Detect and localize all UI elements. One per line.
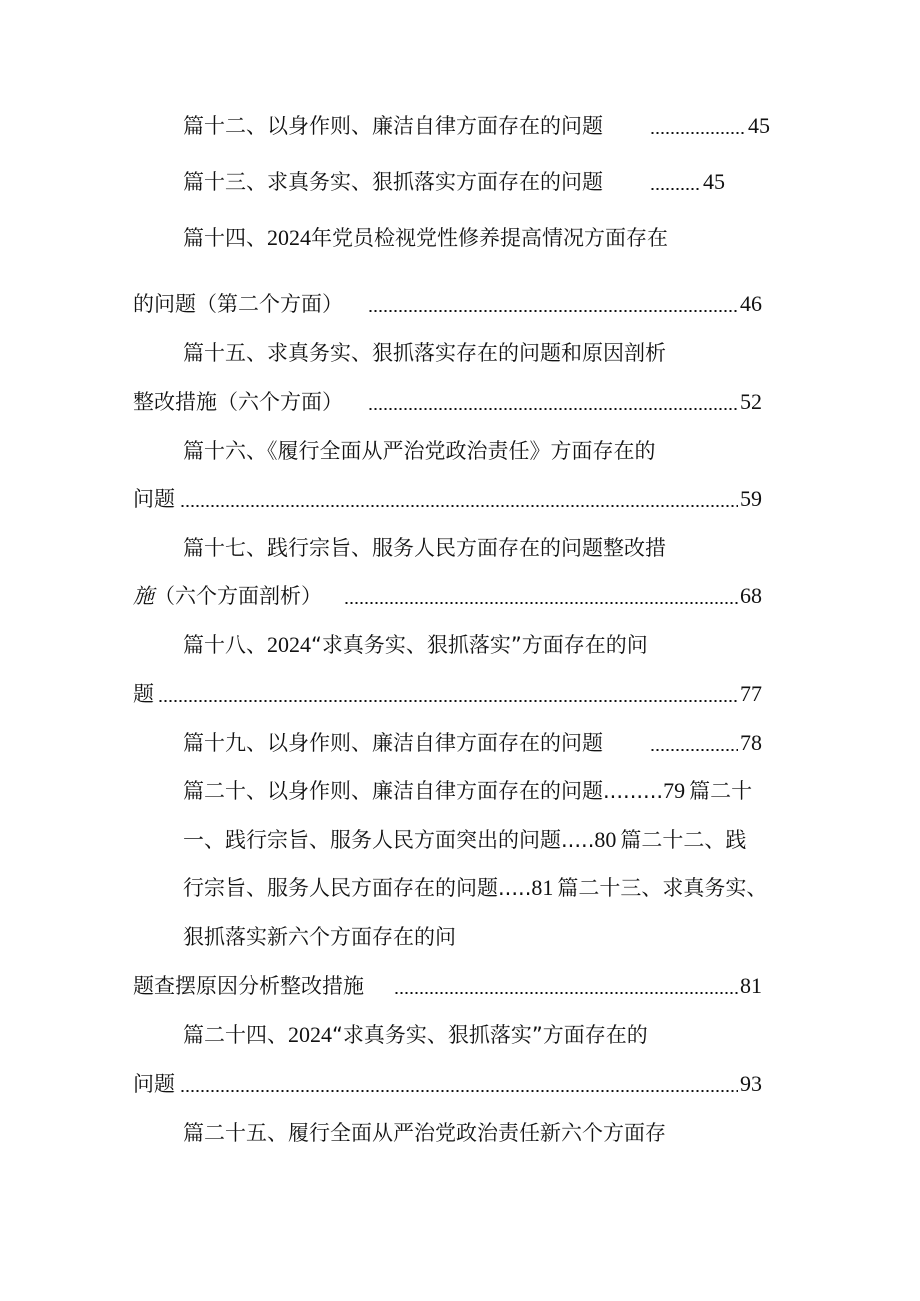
toc-page-number: 81 xyxy=(740,973,762,998)
toc-page-number: 45 xyxy=(703,169,725,194)
toc-entry-19[interactable] xyxy=(183,723,603,763)
toc-entry-13[interactable] xyxy=(183,162,603,202)
dot-leader xyxy=(180,1064,738,1104)
toc-entry-16-cont[interactable] xyxy=(133,479,175,519)
toc-entry-title: 篇十二、以身作则、廉洁自律方面存在的问题 xyxy=(183,114,603,138)
toc-runon-line-3[interactable] xyxy=(183,868,767,908)
toc-entry-14[interactable] xyxy=(183,218,668,258)
toc-entry-18-cont[interactable] xyxy=(133,674,154,714)
toc-entry-title: 整改措施（六个方面） xyxy=(133,390,343,414)
toc-runon-line-2[interactable] xyxy=(183,820,746,860)
toc-entry-title: （六个方面剖析） xyxy=(154,584,322,608)
toc-entry-24-cont[interactable] xyxy=(133,1064,175,1104)
toc-entry-title: 问题 xyxy=(133,1072,175,1096)
toc-page-number: 80 xyxy=(594,827,617,852)
toc-page-number: 79 xyxy=(663,778,686,803)
toc-entry-16[interactable] xyxy=(183,431,656,471)
toc-runon-line-1[interactable] xyxy=(183,771,752,811)
toc-entry-23-cont2[interactable] xyxy=(133,966,364,1006)
toc-entry-15-cont[interactable] xyxy=(133,382,343,422)
dot-leader xyxy=(368,284,738,324)
toc-entry-23-cont[interactable] xyxy=(183,917,456,957)
dot-leader-text: ......... xyxy=(603,779,664,803)
toc-entry-title: 篇二十三、求真务实、 xyxy=(557,876,768,900)
toc-entry-title: “求真务实、狠抓落实”方面存在的问 xyxy=(311,633,648,657)
toc-page-number: 81 xyxy=(531,875,554,900)
dot-leader xyxy=(394,966,738,1006)
toc-entry-title: 的问题（第二个方面） xyxy=(133,292,343,316)
dot-leader xyxy=(650,723,738,763)
toc-entry-title: 年党员检视党性修养提高情况方面存在 xyxy=(311,226,668,250)
toc-entry-prefix: 篇十四、 xyxy=(183,226,267,250)
toc-entry-title-first-char: 施 xyxy=(133,584,154,608)
toc-entry-title: 狠抓落实新六个方面存在的问 xyxy=(183,925,456,949)
toc-entry-title: 一、践行宗旨、服务人民方面突出的问题 xyxy=(183,828,561,852)
toc-entry-17-cont[interactable] xyxy=(133,576,322,616)
toc-entry-year: 2024 xyxy=(288,1022,332,1047)
dot-leader xyxy=(368,382,738,422)
toc-entry-prefix: 篇十八、 xyxy=(183,633,267,657)
dot-leader xyxy=(650,106,746,146)
toc-entry-title: 篇二十二、践 xyxy=(620,828,747,852)
toc-page-number: 52 xyxy=(740,389,762,414)
toc-page-number: 78 xyxy=(740,730,762,755)
toc-entry-title: 篇十六、《履行全面从严治党政治责任》方面存在的 xyxy=(183,439,656,463)
toc-page-number: 77 xyxy=(740,681,762,706)
toc-entry-title: 题查摆原因分析整改措施 xyxy=(133,974,364,998)
toc-entry-17[interactable] xyxy=(183,528,666,568)
toc-entry-title: 篇二十、以身作则、廉洁自律方面存在的问题 xyxy=(183,779,603,803)
dot-leader xyxy=(158,674,738,714)
dot-leader xyxy=(180,479,738,519)
toc-entry-24[interactable] xyxy=(183,1015,648,1055)
toc-entry-25[interactable] xyxy=(183,1113,666,1153)
toc-entry-title: 篇十七、践行宗旨、服务人民方面存在的问题整改措 xyxy=(183,536,666,560)
dot-leader-text: ..... xyxy=(498,876,532,900)
toc-entry-year: 2024 xyxy=(267,225,311,250)
dot-leader-text: ..... xyxy=(561,828,595,852)
toc-entry-title: 篇二十五、履行全面从严治党政治责任新六个方面存 xyxy=(183,1121,666,1145)
toc-entry-title: “求真务实、狠抓落实”方面存在的 xyxy=(332,1023,648,1047)
toc-entry-12[interactable] xyxy=(183,106,603,146)
toc-entry-title: 行宗旨、服务人民方面存在的问题 xyxy=(183,876,498,900)
toc-page-number: 46 xyxy=(740,291,762,316)
toc-page-number: 68 xyxy=(740,583,762,608)
toc-page-number: 45 xyxy=(748,113,770,138)
toc-entry-14-cont[interactable] xyxy=(133,284,343,324)
toc-entry-title: 篇十九、以身作则、廉洁自律方面存在的问题 xyxy=(183,731,603,755)
toc-entry-title: 题 xyxy=(133,682,154,706)
toc-entry-prefix: 篇二十四、 xyxy=(183,1023,288,1047)
toc-page-number: 59 xyxy=(740,486,762,511)
toc-entry-title: 问题 xyxy=(133,487,175,511)
dot-leader xyxy=(344,576,738,616)
toc-entry-title: 篇二十 xyxy=(689,779,753,803)
toc-entry-18[interactable] xyxy=(183,625,648,665)
toc-entry-title: 篇十三、求真务实、狠抓落实方面存在的问题 xyxy=(183,170,603,194)
toc-entry-title: 篇十五、求真务实、狠抓落实存在的问题和原因剖析 xyxy=(183,341,666,365)
toc-page-number: 93 xyxy=(740,1071,762,1096)
toc-entry-year: 2024 xyxy=(267,632,311,657)
toc-entry-15[interactable] xyxy=(183,333,666,373)
dot-leader xyxy=(650,162,700,202)
